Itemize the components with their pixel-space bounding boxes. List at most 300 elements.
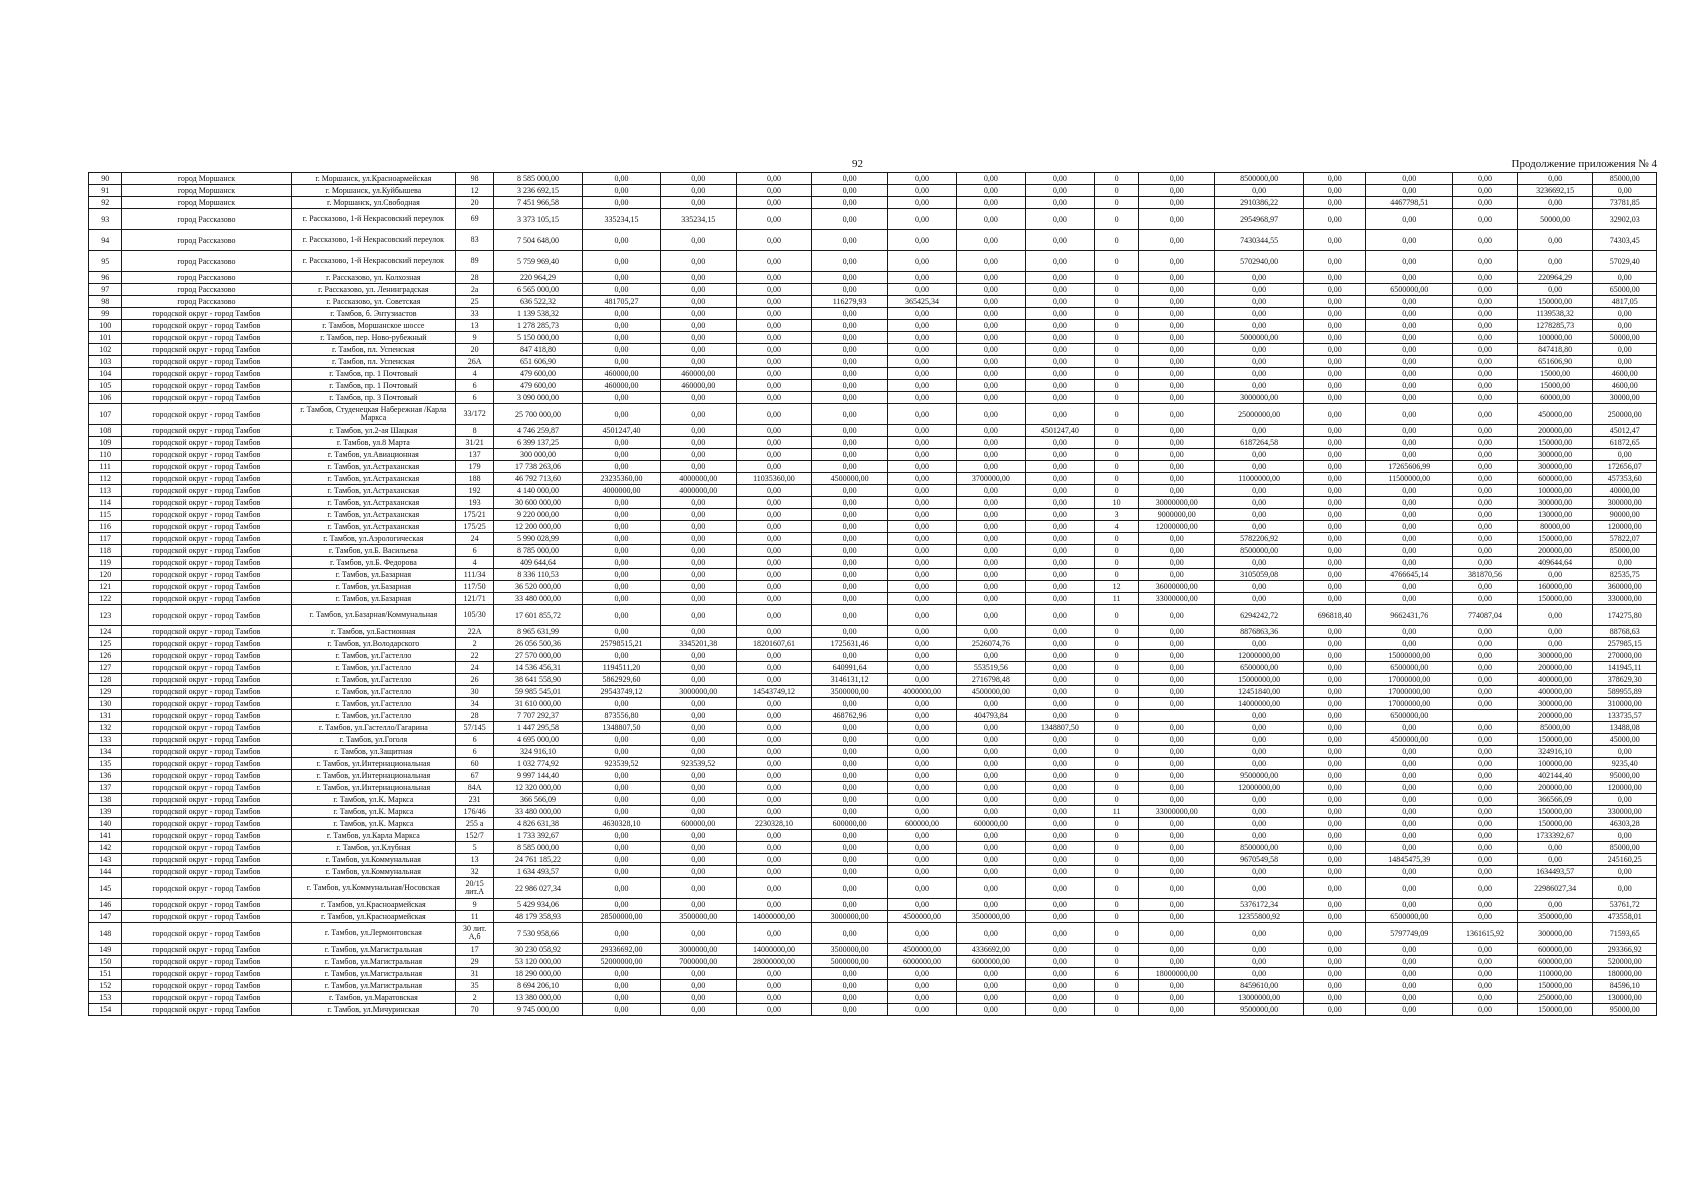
table-row [89,251,1657,272]
table-cell: 335234,15 [583,209,661,230]
table-row [89,509,1657,521]
table-cell: 141 [89,830,122,842]
table-cell: городской округ - город Тамбов [122,626,291,638]
table-cell: 0,00 [1304,956,1366,968]
table-cell: 0,00 [1025,461,1094,473]
table-cell: 0,00 [1453,911,1518,923]
table-cell: 0 [1094,1004,1139,1016]
table-cell: г. Тамбов, ул.Астраханская [291,473,456,485]
table-cell: 300 000,00 [494,449,583,461]
table-cell: 88768,63 [1593,626,1657,638]
table-cell: 0,00 [812,272,888,284]
table-cell: 0,00 [887,284,956,296]
table-cell: г. Тамбов, Моршанское шоссе [291,320,456,332]
table-cell: 0,00 [1453,758,1518,770]
table-cell: 0,00 [887,569,956,581]
table-cell: 147 [89,911,122,923]
table-cell: 0,00 [956,533,1025,545]
table-cell: 0,00 [583,782,661,794]
table-cell: 20 [456,344,494,356]
table-cell: 0 [1094,473,1139,485]
table-cell: 0,00 [1453,593,1518,605]
table-cell: 82535,75 [1593,569,1657,581]
table-cell: 7 504 648,00 [494,230,583,251]
table-cell: 0,00 [1453,1004,1518,1016]
table-cell: 14543749,12 [736,686,812,698]
table-cell: 0,00 [660,461,736,473]
table-cell: 0,00 [1304,1004,1366,1016]
table-cell: 0,00 [1304,842,1366,854]
table-cell: 0,00 [887,662,956,674]
table-cell: 0,00 [1139,230,1215,251]
table-cell: 1 733 392,67 [494,830,583,842]
table-cell: 0,00 [887,830,956,842]
table-cell: 0,00 [1025,830,1094,842]
table-cell: 17 601 855,72 [494,605,583,626]
table-cell: 0,00 [583,557,661,569]
table-cell: 0,00 [956,368,1025,380]
table-cell: 6294242,72 [1215,605,1304,626]
table-cell: 34 [456,698,494,710]
table-cell: 17 [456,944,494,956]
table-cell: 0,00 [1366,356,1453,368]
table-cell: 0,00 [887,899,956,911]
table-cell: 3105059,08 [1215,569,1304,581]
table-cell: 6 [456,734,494,746]
table-cell: 0,00 [1366,899,1453,911]
table-cell: 4 826 631,38 [494,818,583,830]
table-cell: 0,00 [812,230,888,251]
table-row [89,197,1657,209]
table-cell: г. Тамбов, ул.Гастелло [291,686,456,698]
table-cell: 330000,00 [1593,806,1657,818]
table-cell: 0,00 [1453,626,1518,638]
table-cell: 0,00 [736,593,812,605]
table-cell: 0,00 [1366,830,1453,842]
table-cell: 0,00 [736,380,812,392]
table-cell: 0,00 [1366,794,1453,806]
table-cell: 30 лит. А,б [456,923,494,944]
table-cell: городской округ - город Тамбов [122,770,291,782]
table-cell: г. Тамбов, ул.Красноармейская [291,899,456,911]
table-cell: г. Тамбов, ул.Гастелло [291,662,456,674]
table-cell: 152/7 [456,830,494,842]
table-row [89,209,1657,230]
table-cell: 589955,89 [1593,686,1657,698]
table-cell: 36000000,00 [1139,581,1215,593]
table-cell: 137 [456,449,494,461]
table-cell: 0,00 [812,332,888,344]
table-cell: 0,00 [887,272,956,284]
table-cell: 0 [1094,272,1139,284]
table-cell: 67 [456,770,494,782]
table-cell: 0,00 [1366,746,1453,758]
table-cell: 0,00 [812,758,888,770]
table-cell: 0,00 [1453,866,1518,878]
table-cell: 6000000,00 [956,956,1025,968]
table-cell: 0,00 [1139,674,1215,686]
table-cell: 0,00 [1215,734,1304,746]
table-cell: 73781,85 [1593,197,1657,209]
table-cell: 9 [456,899,494,911]
table-cell: 0,00 [812,251,888,272]
table-cell: 0,00 [812,593,888,605]
table-cell: городской округ - город Тамбов [122,722,291,734]
table-cell: 0,00 [1215,485,1304,497]
table-cell: 600000,00 [660,818,736,830]
table-cell: 0,00 [660,1004,736,1016]
table-cell: 7 530 958,66 [494,923,583,944]
table-cell: г. Тамбов, пл. Успенская [291,344,456,356]
table-cell: 0,00 [956,521,1025,533]
table-row [89,569,1657,581]
table-cell: 0,00 [660,992,736,1004]
table-cell: 350000,00 [1517,911,1593,923]
table-cell: 0,00 [660,770,736,782]
table-cell: 30000,00 [1593,392,1657,404]
table-row [89,332,1657,344]
table-cell: 111 [89,461,122,473]
table-cell: 0,00 [1517,899,1593,911]
table-cell: 4336692,00 [956,944,1025,956]
table-cell: 0,00 [1025,356,1094,368]
table-cell: 0,00 [812,380,888,392]
table-cell: 600000,00 [812,818,888,830]
table-cell: г. Тамбов, ул.К. Маркса [291,818,456,830]
table-cell: 180000,00 [1593,968,1657,980]
table-cell: 0,00 [1025,794,1094,806]
table-cell: 873556,80 [583,710,661,722]
table-cell: 0,00 [956,392,1025,404]
table-cell: 0,00 [1139,923,1215,944]
table-cell: 0,00 [887,251,956,272]
table-cell: 0,00 [583,842,661,854]
table-cell: 4000000,00 [660,473,736,485]
table-cell: 8 785 000,00 [494,545,583,557]
table-cell: 0,00 [1453,662,1518,674]
table-cell: городской округ - город Тамбов [122,806,291,818]
table-cell: 6000000,00 [887,956,956,968]
table-cell: 121 [89,581,122,593]
table-cell: 600000,00 [956,818,1025,830]
table-cell: 0,00 [812,830,888,842]
table-cell: город Рассказово [122,296,291,308]
table-cell: 0,00 [1366,425,1453,437]
table-cell: 0,00 [1517,854,1593,866]
table-cell: 0,00 [812,344,888,356]
table-cell: 0,00 [1366,230,1453,251]
table-cell: 0,00 [1139,557,1215,569]
table-cell: 0,00 [812,626,888,638]
table-cell: 0,00 [1366,521,1453,533]
table-cell: городской округ - город Тамбов [122,734,291,746]
table-cell: 0,00 [660,197,736,209]
table-cell: 0 [1094,842,1139,854]
table-cell: 3500000,00 [956,911,1025,923]
table-cell: городской округ - город Тамбов [122,794,291,806]
table-cell: 0,00 [1304,944,1366,956]
table-row [89,404,1657,425]
table-cell: 6500000,00 [1215,662,1304,674]
table-cell: 0,00 [1304,308,1366,320]
table-cell: 0,00 [956,461,1025,473]
table-cell: 12355800,92 [1215,911,1304,923]
table-cell: 400000,00 [1517,686,1593,698]
table-cell: 0,00 [736,722,812,734]
table-row [89,272,1657,284]
table-cell: 0,00 [736,830,812,842]
table-cell: 29336692,00 [583,944,661,956]
table-cell: 0,00 [1366,968,1453,980]
table-cell: городской округ - город Тамбов [122,533,291,545]
table-row [89,581,1657,593]
table-cell: 0,00 [660,581,736,593]
table-cell: 0,00 [956,878,1025,899]
table-cell: 0,00 [1304,722,1366,734]
table-cell: 2а [456,284,494,296]
table-cell: 3146131,12 [812,674,888,686]
table-cell: 0,00 [1453,992,1518,1004]
table-cell: 193 [456,497,494,509]
table-cell: 0,00 [1366,320,1453,332]
table-cell: 48 179 358,93 [494,911,583,923]
table-cell: 0,00 [887,638,956,650]
table-cell: 0,00 [1139,878,1215,899]
table-cell: 0,00 [660,332,736,344]
table-cell: 0,00 [956,734,1025,746]
table-cell: городской округ - город Тамбов [122,956,291,968]
table-cell: 0,00 [660,830,736,842]
table-cell: 0,00 [660,284,736,296]
data-table [88,172,1657,1016]
table-cell: 5862929,60 [583,674,661,686]
table-cell: городской округ - город Тамбов [122,866,291,878]
table-cell: 0,00 [1139,818,1215,830]
table-cell: 0,00 [1025,593,1094,605]
table-cell: 0,00 [1453,842,1518,854]
table-cell: 0,00 [1215,746,1304,758]
table-cell: 50000,00 [1517,209,1593,230]
table-cell: 12 [456,185,494,197]
table-cell: 0,00 [1453,533,1518,545]
table-cell: 150000,00 [1517,806,1593,818]
table-cell: 0,00 [736,368,812,380]
table-cell: 12 [1094,581,1139,593]
table-cell: 0,00 [956,185,1025,197]
table-cell: 25000000,00 [1215,404,1304,425]
table-cell: г. Тамбов, ул.Базарная [291,593,456,605]
table-cell: 0,00 [956,356,1025,368]
table-cell: 0,00 [1139,449,1215,461]
table-row [89,308,1657,320]
table-cell: 1361615,92 [1453,923,1518,944]
table-cell: 0,00 [1366,392,1453,404]
table-cell: 0,00 [583,332,661,344]
table-cell: 0,00 [583,794,661,806]
table-cell: 10 [1094,497,1139,509]
table-cell: 29 [456,956,494,968]
table-cell: 148 [89,923,122,944]
table-cell: 0,00 [1366,173,1453,185]
table-cell: 255 а [456,818,494,830]
table-cell: 32902,03 [1593,209,1657,230]
table-cell: 0,00 [1025,899,1094,911]
table-cell: 0,00 [887,521,956,533]
table-cell: 94 [89,230,122,251]
table-cell: 0,00 [1139,356,1215,368]
table-cell: 0,00 [1025,698,1094,710]
table-row [89,557,1657,569]
table-cell: 22А [456,626,494,638]
table-cell: 0,00 [1215,521,1304,533]
table-cell: 0,00 [1366,533,1453,545]
table-cell: городской округ - город Тамбов [122,368,291,380]
table-cell: 22 [456,650,494,662]
continuation-label: Продолжение приложения № 4 [1511,158,1657,170]
table-cell: 0 [1094,230,1139,251]
table-row [89,449,1657,461]
table-cell: 0,00 [887,674,956,686]
table-cell: 0,00 [1025,581,1094,593]
table-cell: город Рассказово [122,284,291,296]
table-cell: г. Тамбов, ул.Гастелло [291,650,456,662]
table-cell: 0,00 [583,509,661,521]
table-cell: 150000,00 [1517,734,1593,746]
table-cell: 0,00 [1366,308,1453,320]
table-cell: 13000000,00 [1215,992,1304,1004]
table-cell: городской округ - город Тамбов [122,638,291,650]
table-cell: 0,00 [1304,461,1366,473]
table-cell: 0,00 [1517,569,1593,581]
table-cell: 0,00 [1304,758,1366,770]
table-cell: 129 [89,686,122,698]
table-cell: 0,00 [956,557,1025,569]
table-cell: 0,00 [1215,866,1304,878]
table-cell: 0,00 [956,209,1025,230]
table-cell: 0,00 [1366,209,1453,230]
table-cell: 0,00 [736,794,812,806]
table-cell: 23235360,00 [583,473,661,485]
table-cell: 3 373 105,15 [494,209,583,230]
table-cell: 0,00 [1025,173,1094,185]
table-cell: 0,00 [1304,545,1366,557]
table-row [89,356,1657,368]
table-row [89,923,1657,944]
table-cell: 923539,52 [583,758,661,770]
table-cell: 1139538,32 [1517,308,1593,320]
table-cell: 130 [89,698,122,710]
table-cell: 0,00 [736,674,812,686]
table-cell: 0,00 [1304,320,1366,332]
table-cell: 0,00 [1304,650,1366,662]
table-cell: 0,00 [1139,956,1215,968]
table-cell: 3 236 692,15 [494,185,583,197]
table-cell: городской округ - город Тамбов [122,818,291,830]
table-cell: 130000,00 [1593,992,1657,1004]
table-cell: 0,00 [1139,545,1215,557]
table-cell: 0,00 [887,734,956,746]
table-cell: городской округ - город Тамбов [122,899,291,911]
table-cell: 0,00 [1025,509,1094,521]
table-cell: 160000,00 [1517,581,1593,593]
table-cell: 116279,93 [812,296,888,308]
table-cell: 0,00 [583,461,661,473]
table-cell: 8500000,00 [1215,545,1304,557]
table-cell: 28 [456,710,494,722]
table-cell: 3 [1094,509,1139,521]
table-cell: 30 230 058,92 [494,944,583,956]
table-cell: 0,00 [1215,296,1304,308]
table-cell: 176/46 [456,806,494,818]
table-cell: 0,00 [812,923,888,944]
table-cell: 0,00 [1453,746,1518,758]
table-cell: 0,00 [1025,230,1094,251]
table-cell: 11500000,00 [1366,473,1453,485]
table-cell: 71593,65 [1593,923,1657,944]
table-cell: 0,00 [1215,272,1304,284]
table-cell: 0 [1094,461,1139,473]
table-cell: 9 745 000,00 [494,1004,583,1016]
table-cell: г. Тамбов, ул.Б. Федорова [291,557,456,569]
table-cell: 300000,00 [1517,449,1593,461]
table-cell: 3500000,00 [812,686,888,698]
table-cell: 5702940,00 [1215,251,1304,272]
table-cell: 0,00 [1025,284,1094,296]
table-cell: 35 [456,980,494,992]
table-cell: 33000000,00 [1139,806,1215,818]
table-cell: 0,00 [1139,569,1215,581]
table-cell: 18 290 000,00 [494,968,583,980]
table-cell: 0,00 [956,746,1025,758]
table-cell: 6500000,00 [1366,284,1453,296]
table-cell: 0,00 [812,794,888,806]
table-cell: 600000,00 [1517,473,1593,485]
table-cell: 3236692,15 [1517,185,1593,197]
table-cell: 0,00 [887,722,956,734]
table-cell: 13 [456,320,494,332]
table-cell: 9235,40 [1593,758,1657,770]
table-cell: 0,00 [1304,806,1366,818]
table-cell: 0,00 [887,794,956,806]
table-cell: 133735,57 [1593,710,1657,722]
table-cell: 24 761 185,22 [494,854,583,866]
table-cell: городской округ - город Тамбов [122,437,291,449]
table-cell: г. Тамбов, ул.8 Марта [291,437,456,449]
table-cell: 0,00 [1025,209,1094,230]
table-cell: 135 [89,758,122,770]
table-cell: 300000,00 [1517,698,1593,710]
table-cell: 12451840,00 [1215,686,1304,698]
table-cell: 100 [89,320,122,332]
table-cell: 4 695 000,00 [494,734,583,746]
table-cell: 0,00 [583,230,661,251]
table-cell: 0,00 [736,404,812,425]
table-cell: городской округ - город Тамбов [122,758,291,770]
table-cell: 0,00 [1453,686,1518,698]
table-cell: городской округ - город Тамбов [122,923,291,944]
table-cell: 1194511,20 [583,662,661,674]
table-cell: 99 [89,308,122,320]
table-cell: 0,00 [1215,449,1304,461]
table-cell: 0,00 [956,698,1025,710]
table-cell: 0,00 [736,272,812,284]
table-cell: 0,00 [583,734,661,746]
table-cell: город Рассказово [122,272,291,284]
table-cell: г. Тамбов, ул.Базарная [291,581,456,593]
table-cell: 0,00 [1139,650,1215,662]
table-cell: 1 634 493,57 [494,866,583,878]
table-cell: 0,00 [1139,842,1215,854]
